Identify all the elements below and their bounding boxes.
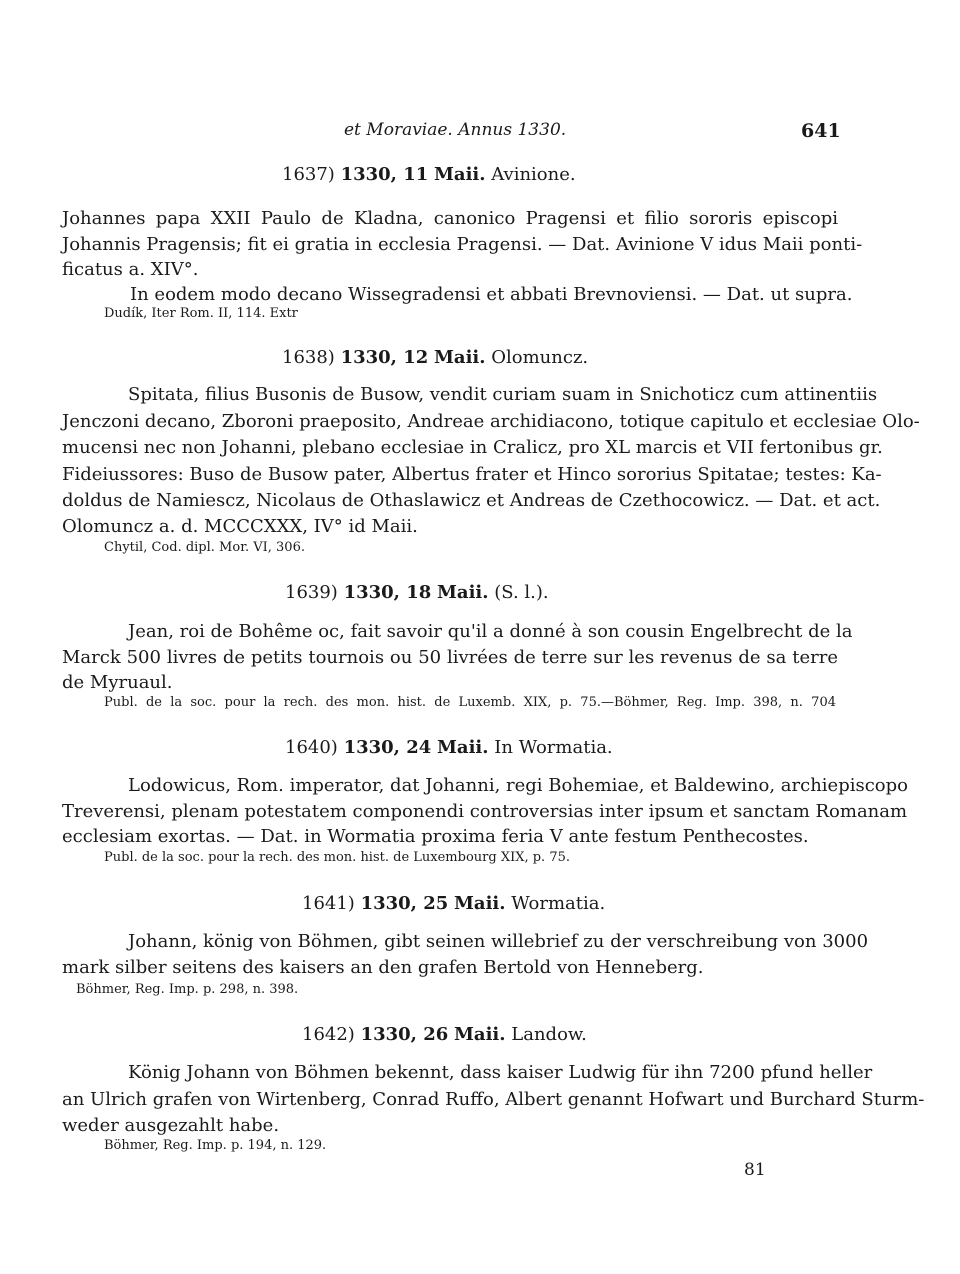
entry-place: Landow. xyxy=(511,1024,587,1045)
entry-text-line: In eodem modo decano Wissegradensi et abbati Brevnoviensi. — Dat. ut supra. xyxy=(130,284,853,305)
entry-text-line: mark silber seitens des kaisers an den grafen Bertold von Henneberg. xyxy=(62,957,704,978)
entry-month: Maii. xyxy=(454,893,506,914)
entry-text-line: Treverensi, plenam potestatem componendi controversias inter ipsum et sanctam Romanam xyxy=(62,801,908,822)
entry-text-line: de Myruaul. xyxy=(62,672,173,693)
entry-source: Publ. de la soc. pour la rech. des mon. hist. de Luxembourg XIX, p. 75. xyxy=(104,850,570,865)
entry-heading xyxy=(285,737,613,758)
entry-text-line: Johann, könig von Böhmen, gibt seinen willebrief zu der verschreibung von 3000 xyxy=(128,931,869,952)
entry-date: 1330, 11 xyxy=(340,164,429,185)
entry-date: 1330, 26 xyxy=(360,1024,449,1045)
entry-text-line: weder ausgezahlt habe. xyxy=(62,1115,280,1136)
entry-source: Chytil, Cod. dipl. Mor. VI, 306. xyxy=(104,540,305,555)
entry-month: Maii. xyxy=(437,737,489,758)
entry-text-line: Jean, roi de Bohême oc, fait savoir qu'il a donné à son cousin Engelbrecht de la xyxy=(128,621,853,642)
entry-text-line: doldus de Namiescz, Nicolaus de Othaslawicz et Andreas de Czethocowicz. — Dat. et act. xyxy=(62,490,881,511)
entry-month: Maii. xyxy=(454,1024,506,1045)
entry-text-line: Fideiussores: Buso de Busow pater, Albertus frater et Hinco sororius Spitatae; testes: Ka- xyxy=(62,464,882,485)
page-number: 641 xyxy=(801,120,841,142)
entry-heading xyxy=(302,893,605,914)
entry-place: (S. l.). xyxy=(494,582,549,603)
entry-text-line: Johannes papa XXII Paulo de Kladna, canonico Pragensi et filio sororis episcopi xyxy=(62,208,838,229)
entry-heading xyxy=(282,164,576,185)
entry-date: 1330, 18 xyxy=(343,582,432,603)
entry-heading xyxy=(282,347,588,368)
entry-place: Olomuncz. xyxy=(491,347,589,368)
entry-source: Böhmer, Reg. Imp. p. 298, n. 398. xyxy=(76,982,299,997)
entry-text-line: Johannis Pragensis; fit ei gratia in ecclesia Pragensi. — Dat. Avinione V idus Maii ponti- xyxy=(62,234,863,255)
entry-month: Maii. xyxy=(434,164,486,185)
entry-date: 1330, 24 xyxy=(343,737,432,758)
entry-heading xyxy=(285,582,549,603)
entry-text-line: an Ulrich grafen von Wirtenberg, Conrad Ruffo, Albert genannt Hofwart und Burchard Sturm- xyxy=(62,1089,925,1110)
entry-text-line: Olomuncz a. d. MCCCXXX, IV° id Maii. xyxy=(62,516,418,537)
entry-source: Böhmer, Reg. Imp. p. 194, n. 129. xyxy=(104,1138,327,1153)
entry-place: In Wormatia. xyxy=(494,737,613,758)
entry-text-line: mucensi nec non Johanni, plebano ecclesiae in Cralicz, pro XL marcis et VII fertonibus gr. xyxy=(62,437,883,458)
entry-text-line: Marck 500 livres de petits tournois ou 50 livrées de terre sur les revenus de sa terre xyxy=(62,647,838,668)
entry-number: 1641) xyxy=(302,893,355,914)
entry-month: Maii. xyxy=(434,347,486,368)
entry-text-line: Lodowicus, Rom. imperator, dat Johanni, regi Bohemiae, et Baldewino, archiepiscopo xyxy=(128,775,908,796)
entry-text-line: König Johann von Böhmen bekennt, dass kaiser Ludwig für ihn 7200 pfund heller xyxy=(128,1062,873,1083)
entry-number: 1640) xyxy=(285,737,338,758)
entry-heading xyxy=(302,1024,587,1045)
entry-source: Publ. de la soc. pour la rech. des mon. hist. de Luxemb. XIX, p. 75.—Böhmer, Reg. Imp. 398, n. 704 xyxy=(104,695,836,710)
running-header-title: et Moraviae. Annus 1330. xyxy=(344,120,567,140)
entry-text-line: ecclesiam exortas. — Dat. in Wormatia proxima feria V ante festum Penthecostes. xyxy=(62,826,809,847)
entry-source: Dudík, Iter Rom. II, 114. Extr xyxy=(104,306,298,321)
entry-number: 1638) xyxy=(282,347,335,368)
entry-text-line: ficatus a. XIV°. xyxy=(62,259,199,280)
entry-number: 1642) xyxy=(302,1024,355,1045)
entry-date: 1330, 25 xyxy=(360,893,449,914)
entry-text-line: Spitata, filius Busonis de Busow, vendit curiam suam in Snichoticz cum attinentiis xyxy=(128,384,878,405)
entry-place: Avinione. xyxy=(491,164,576,185)
entry-number: 1637) xyxy=(282,164,335,185)
entry-month: Maii. xyxy=(437,582,489,603)
entry-text-line: Jenczoni decano, Zboroni praeposito, Andreae archidiacono, totique capitulo et ecclesiae Olo- xyxy=(62,411,920,432)
entry-place: Wormatia. xyxy=(511,893,606,914)
entry-number: 1639) xyxy=(285,582,338,603)
entry-date: 1330, 12 xyxy=(340,347,429,368)
signature-mark: 81 xyxy=(744,1160,766,1180)
